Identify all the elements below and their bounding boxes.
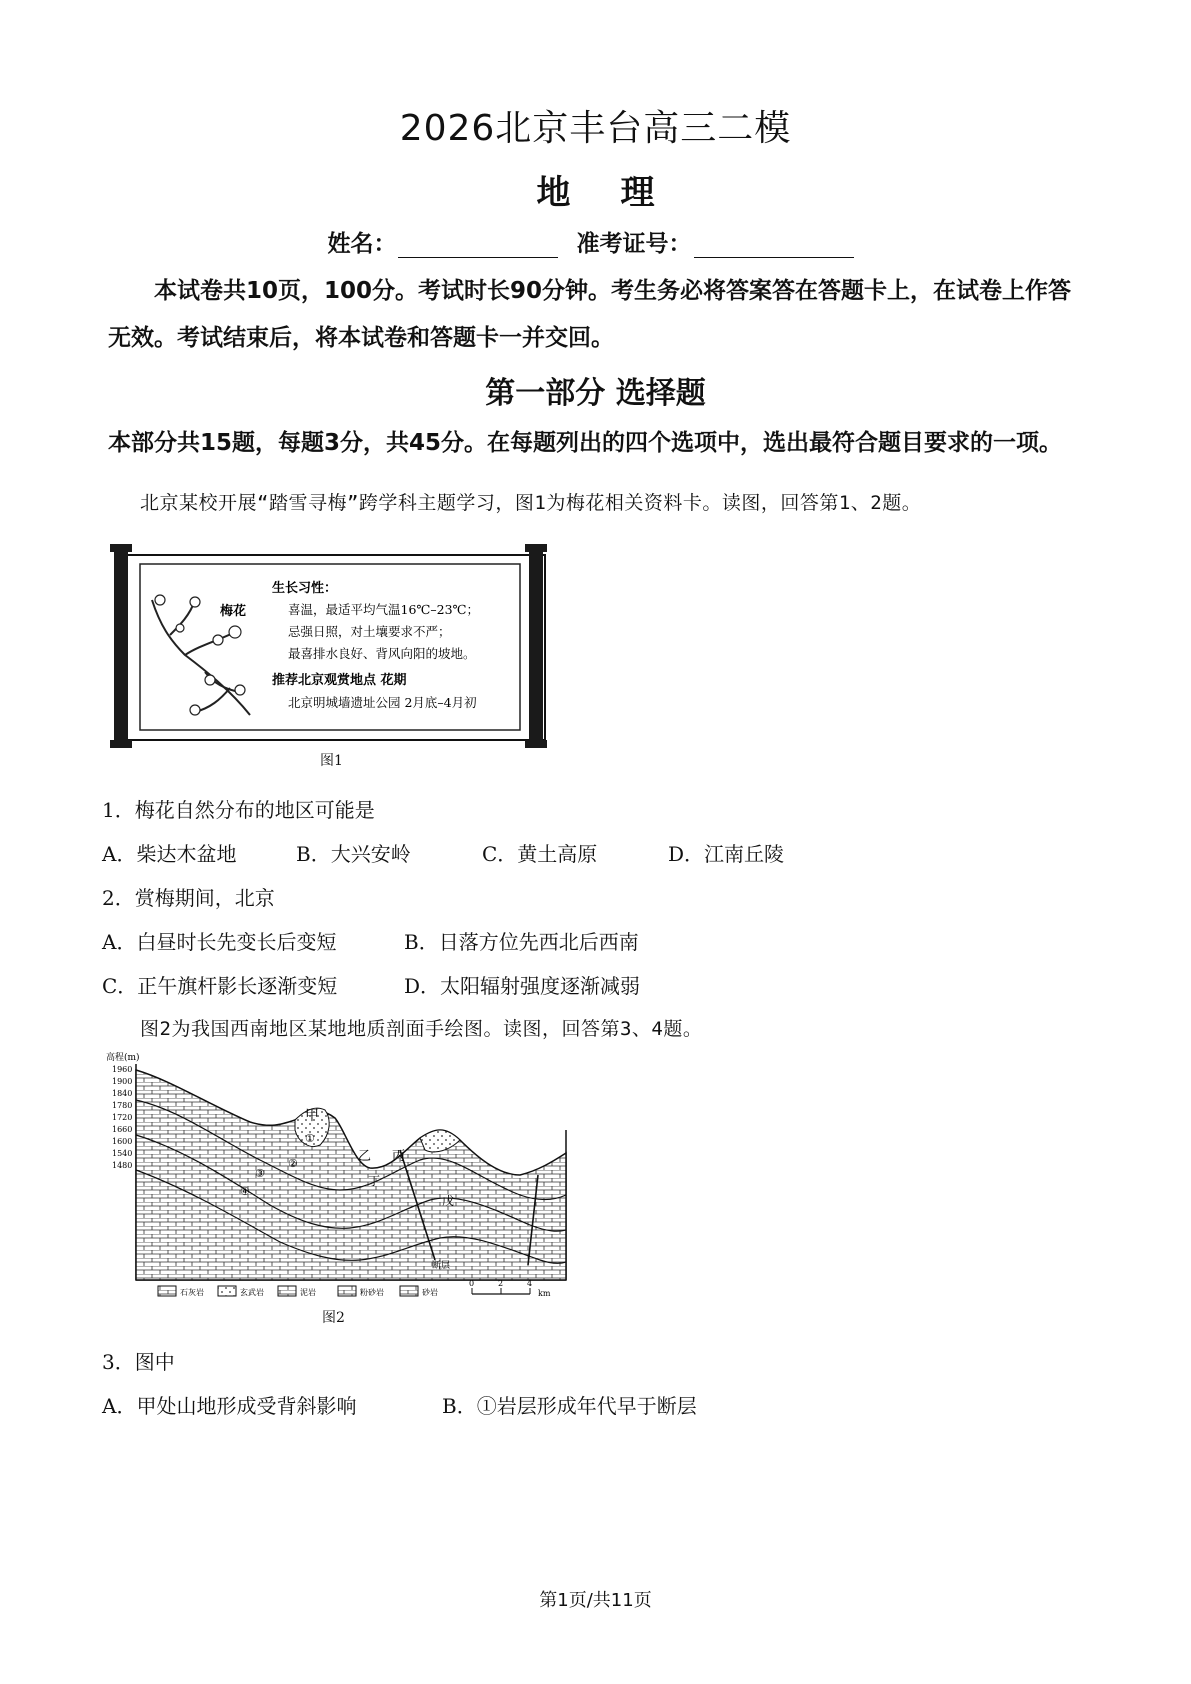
candidate-info-row xyxy=(0,225,1191,258)
exam-title: 2026北京丰台高三二模 xyxy=(399,108,792,149)
question-2-option-d: D．太阳辐射强度逐渐减弱 xyxy=(404,974,641,998)
subject-title: 地理 xyxy=(536,173,705,213)
question-3-option-b: B．①岩层形成年代早于断层 xyxy=(442,1394,697,1418)
exam-notice: 本试卷共10页，100分。考试时长90分钟。考生务必将答案答在答题卡上，在试卷上作答无效。考试结束后，将本试卷和答题卡一并交回。 xyxy=(108,278,1072,351)
elevation-axis-title: 高程(m) xyxy=(106,1053,140,1063)
legend-basalt: 玄武岩 xyxy=(240,1288,264,1297)
question-2-option-a: A．白昼时长先变长后变短 xyxy=(102,930,337,954)
habit-line-2: 忌强日照，对土壤要求不严； xyxy=(288,624,451,639)
legend-sandstone: 砂岩 xyxy=(422,1288,438,1297)
scale-label: 4 xyxy=(527,1279,533,1288)
question-3-stem: 3．图中 xyxy=(102,1350,175,1374)
question-group-intro-1: 北京某校开展“踏雪寻梅”跨学科主题学习，图1为梅花相关资料卡。读图，回答第1、2题。 xyxy=(140,492,922,514)
scale-bar xyxy=(469,1279,551,1298)
label-fault: 断层 xyxy=(432,1261,451,1271)
tick-label: 1540 xyxy=(112,1149,133,1158)
tick-label: 1840 xyxy=(112,1089,133,1098)
figure-2-caption: 图2 xyxy=(322,1310,345,1326)
habit-title: 生长习性： xyxy=(272,581,338,596)
question-1-option-a: A．柴达木盆地 xyxy=(102,842,237,866)
figure-1-caption: 图1 xyxy=(320,753,343,769)
figure-1-scroll-card xyxy=(110,540,550,770)
question-3-option-a: A．甲处山地形成受背斜影响 xyxy=(102,1394,357,1418)
question-1-stem: 1．梅花自然分布的地区可能是 xyxy=(102,798,375,822)
question-2-option-b: B．日落方位先西北后西南 xyxy=(404,930,639,954)
legend-siltstone: 粉砂岩 xyxy=(360,1288,384,1297)
scale-unit: km xyxy=(538,1289,551,1298)
scale-label: 0 xyxy=(469,1279,475,1288)
page-footer: 第1页/共11页 xyxy=(539,1590,652,1611)
question-1-option-c: C．黄土高原 xyxy=(482,842,598,866)
recommend-line: 北京明城墙遗址公园 2月底–4月初 xyxy=(288,695,477,710)
question-group-intro-2: 图2为我国西南地区某地地质剖面手绘图。读图，回答第3、4题。 xyxy=(140,1018,703,1040)
tick-label: 1780 xyxy=(112,1101,133,1110)
tick-label: 1720 xyxy=(112,1113,133,1122)
marker-2: ② xyxy=(288,1157,298,1170)
tick-label: 1900 xyxy=(112,1077,133,1086)
label-bing: 丙 xyxy=(392,1149,406,1164)
question-2-option-c: C．正午旗杆影长逐渐变短 xyxy=(102,974,338,998)
figure-2-geologic-section xyxy=(100,1050,580,1340)
habit-line-1: 喜温，最适平均气温16℃–23℃； xyxy=(288,602,480,617)
tick-label: 1480 xyxy=(112,1161,133,1170)
plum-label: 梅花 xyxy=(220,604,247,619)
tick-label: 1960 xyxy=(112,1065,133,1074)
tick-label: 1660 xyxy=(112,1125,133,1134)
rock-layers xyxy=(136,1070,566,1280)
label-yi: 乙 xyxy=(358,1149,372,1164)
name-blank xyxy=(398,235,558,258)
marker-3: ③ xyxy=(255,1167,265,1180)
legend-mudstone: 泥岩 xyxy=(300,1288,316,1297)
section-description: 本部分共15题，每题3分，共45分。在每题列出的四个选项中，选出最符合题目要求的一项。 xyxy=(108,430,1063,456)
name-label: 姓名： xyxy=(327,231,397,257)
recommend-title: 推荐北京观赏地点 花期 xyxy=(272,673,407,688)
scale-label: 2 xyxy=(498,1279,504,1288)
marker-4: ④ xyxy=(240,1185,250,1198)
section-title: 第一部分 选择题 xyxy=(485,376,706,411)
id-label: 准考证号： xyxy=(576,231,692,257)
label-wu: 戊 xyxy=(442,1194,455,1208)
tick-label: 1600 xyxy=(112,1137,133,1146)
label-jia: 甲 xyxy=(305,1108,319,1124)
marker-1: ① xyxy=(305,1132,315,1145)
id-blank xyxy=(694,235,854,258)
habit-line-3: 最喜排水良好、背风向阳的坡地。 xyxy=(288,646,476,661)
question-2-stem: 2．赏梅期间，北京 xyxy=(102,886,275,910)
label-ding: 丁 xyxy=(368,1174,381,1188)
legend-limestone: 石灰岩 xyxy=(180,1288,204,1297)
figure-2-legend xyxy=(158,1286,438,1297)
question-1-option-b: B．大兴安岭 xyxy=(296,842,411,866)
question-1-option-d: D．江南丘陵 xyxy=(668,842,785,866)
elevation-ticks xyxy=(112,1065,132,1170)
